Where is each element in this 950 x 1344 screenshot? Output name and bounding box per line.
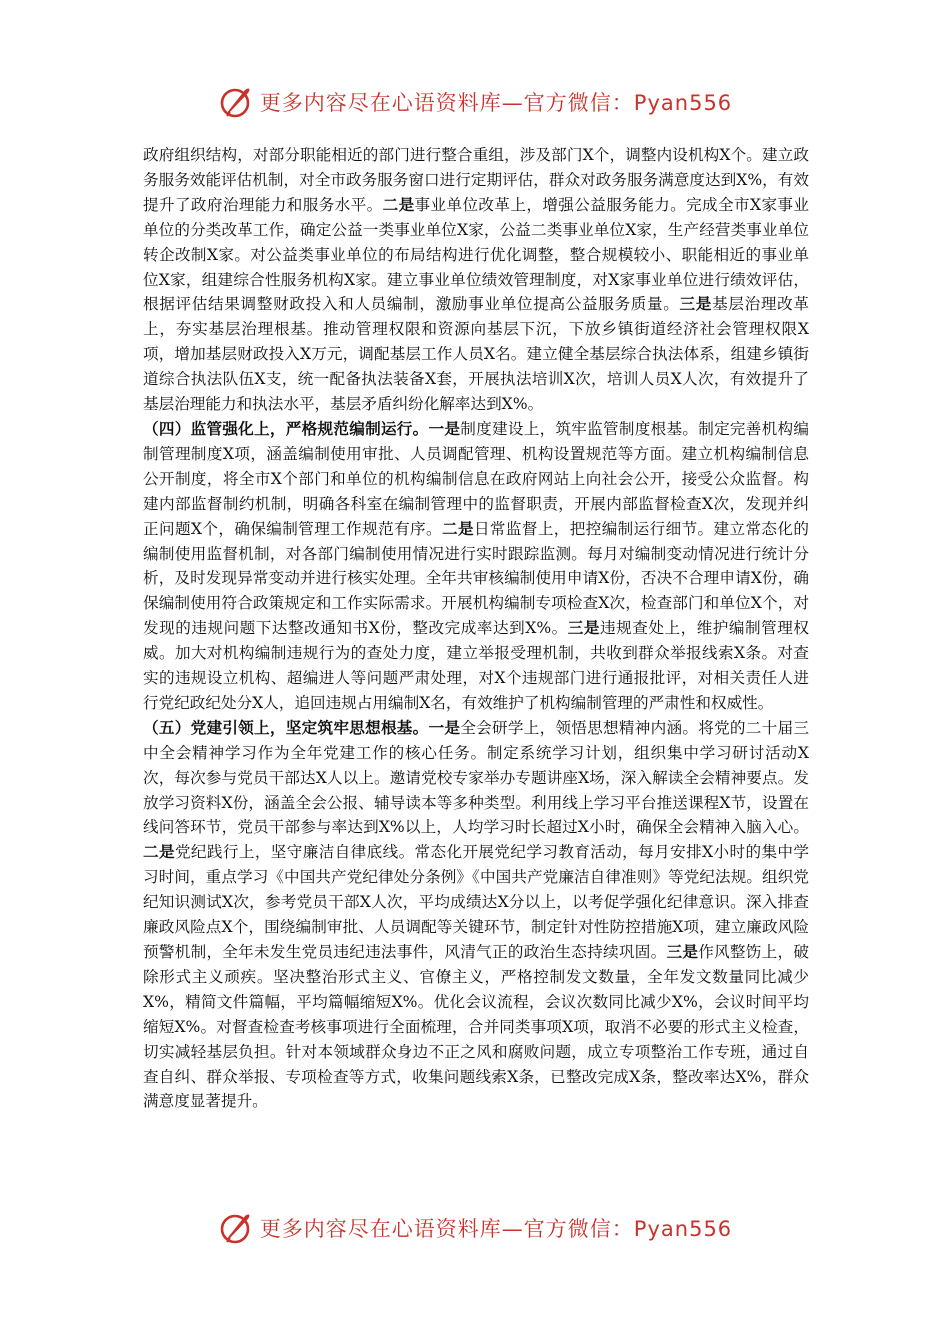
bold-lead-text: 三是 bbox=[567, 618, 601, 638]
paragraph-text: 制度建设上，筑牢监管制度根基。制定完善机构编制管理制度X项，涵盖编制使用审批、人员调配管理、机构设置规范等方面。建立机构编制信息公开制度，将全市X个部门和单位的机构编制信息在政府网站上向社会公开，接受公众监督。构建内部监督制约机制，明确各科室在编制管理中的监督职责，开展内部监督检查X次，发现并纠正问题X个，确保编制管理工作规范有序。 bbox=[143, 419, 809, 538]
bold-lead-text: 二是 bbox=[441, 518, 474, 538]
paragraph-text: 日常监督上，把控编制运行细节。建立常态化的编制使用监督机制，对各部门编制使用情况进行实时跟踪监测。每月对编制变动情况进行统计分析，及时发现异常变动并进行核实处理。全年共审核编制使用申请X份，否决不合理申请X份，确保编制使用符合政策规定和工作实际需求。开展机构编制专项检查X次，检查部门和单位X个，对发现的违规问题下达整改通知书X份，整改完成率达到X%。 bbox=[143, 519, 809, 638]
bold-lead-text: （五）党建引领上，坚定筑牢思想根基。一是 bbox=[143, 717, 461, 737]
bold-lead-text: 二是 bbox=[382, 194, 415, 214]
body-paragraph bbox=[143, 716, 809, 1115]
paragraph-text: 违规查处上，维护编制管理权威。加大对机构编制违规行为的查处力度，建立举报受理机制，共收到群众举报线索X条。对查实的违规设立机构、超编进人等问题严肃处理，对X个违规部门进行通报批评，对相关责任人进行党纪政纪处分X人，追回违规占用编制X名，有效维护了机构编制管理的严肃性和权威性。 bbox=[143, 619, 809, 712]
paragraph-text: 党纪践行上，坚守廉洁自律底线。常态化开展党纪学习教育活动，每月安排X小时的集中学习时间，重点学习《中国共产党纪律处分条例》《中国共产党廉洁自律准则》等党纪法规。组织党纪知识测试X次，参考党员干部X人次，平均成绩达X分以上，以考促学强化纪律意识。深入排查廉政风险点X个，围绕编制审批、人员调配等关键环节，制定针对性防控措施X项，建立廉政风险预警机制，全年未发生党员违纪违法事件，风清气正的政治生态持续巩固。 bbox=[143, 843, 809, 961]
footer-banner-text: 更多内容尽在心语资料库—官方微信：Pyan556 bbox=[259, 1217, 733, 1241]
paragraph-text: 基层治理改革上，夯实基层治理根基。推动管理权限和资源向基层下沉，下放乡镇街道经济社会管理权限X项，增加基层财政投入X万元，调配基层工作人员X名。建立健全基层综合执法体系，组建乡镇街道综合执法队伍X支，统一配备执法装备X套，开展执法培训X次，培训人员X人次，有效提升了基层治理能力和执法水平，基层矛盾纠纷化解率达到X%。 bbox=[143, 295, 809, 414]
body-paragraph bbox=[143, 143, 809, 417]
bold-lead-text: 二是 bbox=[143, 842, 175, 862]
quill-logo-icon bbox=[218, 84, 254, 120]
paragraph-text: 作风整饬上，破除形式主义顽疾。坚决整治形式主义、官僚主义，严格控制发文数量，全年发文数量同比减少X%，精简文件篇幅，平均篇幅缩短X%。优化会议流程，会议次数同比减少X%，会议时间平均缩短X%。对督查检查考核事项进行全面梳理，合并同类事项X项，取消不必要的形式主义检查，切实减轻基层负担。针对本领域群众身边不正之风和腐败问题，成立专项整治工作专班，通过自查自纠、群众举报、专项检查等方式，收集问题线索X条，已整改完成X条，整改率达X%，群众满意度显著提升。 bbox=[143, 943, 809, 1111]
document-body bbox=[143, 143, 809, 1114]
paragraph-text: 政府组织结构，对部分职能相近的部门进行整合重组，涉及部门X个，调整内设机构X个。建立政务服务效能评估机制，对全市政务服务窗口进行定期评估，群众对政务服务满意度达到X%，有效提升了政府治理能力和服务水平。 bbox=[143, 146, 809, 214]
quill-logo-icon bbox=[218, 1210, 254, 1246]
bold-lead-text: 三是 bbox=[679, 294, 713, 314]
bold-lead-text: （四）监管强化上，严格规范编制运行。一是 bbox=[143, 418, 461, 438]
bold-lead-text: 三是 bbox=[666, 942, 699, 961]
body-paragraph bbox=[143, 417, 809, 716]
paragraph-text: 全会研学上，领悟思想精神内涵。将党的二十届三中全会精神学习作为全年党建工作的核心任务。制定系统学习计划，组织集中学习研讨活动X次，每次参与党员干部达X人以上。邀请党校专家举办专题讲座X场，深入解读全会精神要点。发放学习资料X份，涵盖全会公报、辅导读本等多种类型。利用线上学习平台推送课程X节，设置在线问答环节，党员干部参与率达到X%以上，人均学习时长超过X小时，确保全会精神入脑入心。 bbox=[143, 718, 809, 837]
paragraph-text: 事业单位改革上，增强公益服务能力。完成全市X家事业单位的分类改革工作，确定公益一类事业单位X家，公益二类事业单位X家，生产经营类事业单位转企改制X家。对公益类事业单位的布局结构进行优化调整，整合规模较小、职能相近的事业单位X家，组建综合性服务机构X家。建立事业单位绩效管理制度，对X家事业单位进行绩效评估，根据评估结果调整财政投入和人员编制，激励事业单位提高公益服务质量。 bbox=[143, 195, 809, 314]
footer-banner bbox=[0, 1208, 950, 1248]
header-banner bbox=[0, 82, 950, 122]
header-banner-text: 更多内容尽在心语资料库—官方微信：Pyan556 bbox=[259, 91, 733, 115]
